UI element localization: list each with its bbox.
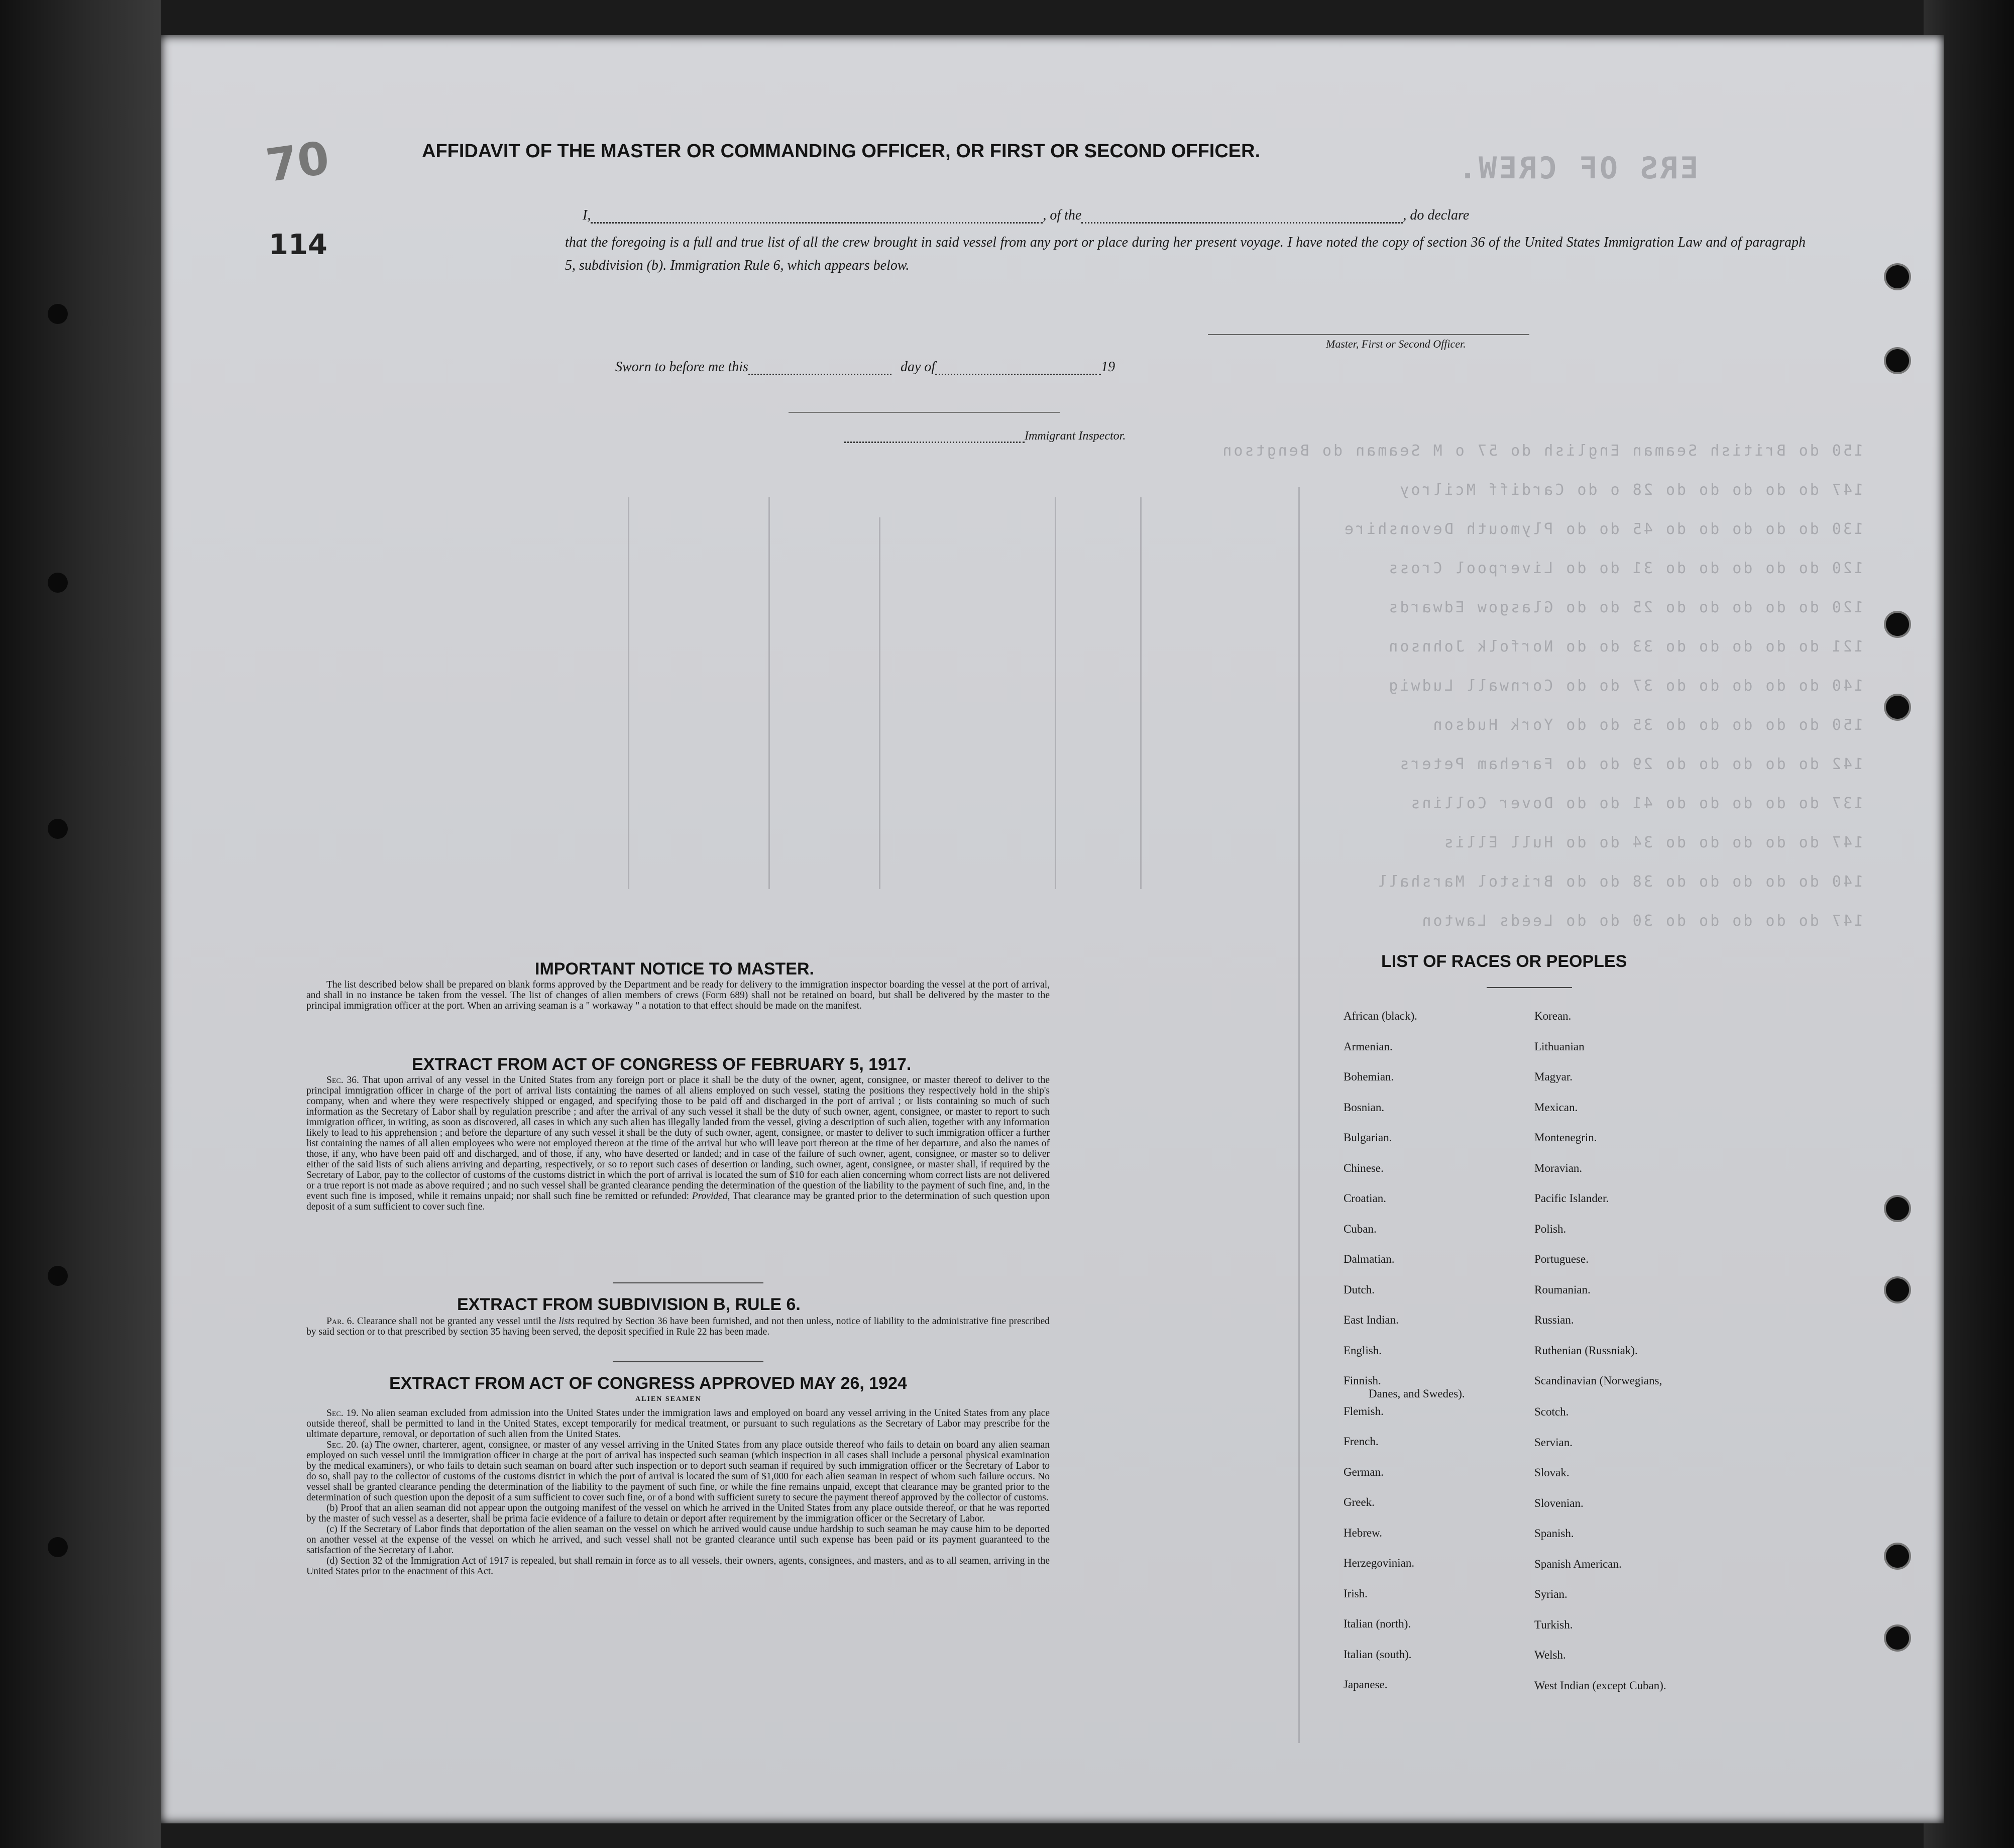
ghost-column-line bbox=[768, 497, 770, 889]
race-item: Italian (south). bbox=[1344, 1648, 1412, 1661]
race-item: Chinese. bbox=[1344, 1161, 1384, 1174]
race-item: Magyar. bbox=[1534, 1070, 1573, 1083]
section-divider bbox=[613, 1282, 763, 1283]
master-signature-line[interactable] bbox=[1208, 334, 1529, 335]
punch-hole bbox=[1886, 349, 1909, 372]
rule6-text: Par. 6. Clearance shall not be granted any vessel until the lists required by Section 36 have been furnished, and not then unless, notice of liability to the administrative fine prescribed by said section or to that prescribed by section 35 having been served, the deposit specified in Rule 22 has been made. bbox=[306, 1316, 1050, 1337]
punch-hole bbox=[1886, 696, 1909, 719]
binder-hole bbox=[48, 819, 68, 839]
bleed-through-header: ERS OF CREW. bbox=[1457, 151, 1699, 186]
affidavit-title: AFFIDAVIT OF THE MASTER OR COMMANDING OFFICER, OR FIRST OR SECOND OFFICER. bbox=[422, 141, 1261, 162]
notice-title: IMPORTANT NOTICE TO MASTER. bbox=[535, 959, 814, 979]
name-blank[interactable] bbox=[591, 222, 1043, 224]
race-item: Russian. bbox=[1534, 1314, 1574, 1326]
ghost-column-line bbox=[628, 497, 629, 889]
bleed-through-row: 121 do do do do do 33 do do Norfolk Johnson bbox=[1387, 638, 1863, 656]
race-item: Moravian. bbox=[1534, 1161, 1583, 1174]
binder-hole bbox=[48, 304, 68, 324]
bleed-through-row: 147 do do do do do 30 do do Leeds Lawton bbox=[1420, 912, 1863, 930]
bleed-through-row: 140 do do do do do 37 do do Cornwall Ludwig bbox=[1387, 677, 1863, 695]
ghost-column-line bbox=[1140, 497, 1142, 889]
manifest-page bbox=[161, 35, 1944, 1823]
punch-hole bbox=[1886, 1197, 1909, 1220]
race-item: Pacific Islander. bbox=[1534, 1192, 1609, 1205]
race-item: Armenian. bbox=[1344, 1040, 1393, 1053]
race-item: Flemish. bbox=[1344, 1404, 1384, 1418]
race-item: Korean. bbox=[1534, 1010, 1572, 1022]
race-item: Scandinavian (Norwegians, bbox=[1534, 1374, 1662, 1387]
races-title: LIST OF RACES OR PEOPLES bbox=[1381, 952, 1627, 971]
punch-hole bbox=[1886, 1545, 1909, 1568]
race-item: Italian (north). bbox=[1344, 1617, 1411, 1630]
race-item: African (black). bbox=[1344, 1010, 1417, 1022]
race-item: Danes, and Swedes). bbox=[1369, 1387, 1465, 1400]
ship-name-blank[interactable] bbox=[1081, 222, 1403, 224]
race-item: Irish. bbox=[1344, 1587, 1368, 1600]
sworn-month-blank[interactable] bbox=[935, 374, 1101, 375]
extract-1924-title: EXTRACT FROM ACT OF CONGRESS APPROVED MAY 26, 1924 bbox=[389, 1374, 907, 1393]
binder-hole bbox=[48, 573, 68, 593]
bleed-through-row: 150 do British Seaman English do 57 o M Seaman do Bengtson bbox=[1220, 442, 1863, 460]
extract-1917-title: EXTRACT FROM ACT OF CONGRESS OF FEBRUARY 5, 1917. bbox=[412, 1055, 912, 1074]
race-item: Polish. bbox=[1534, 1222, 1567, 1235]
race-item: East Indian. bbox=[1344, 1314, 1399, 1326]
scan-border-left bbox=[0, 0, 161, 1848]
races-divider bbox=[1487, 987, 1572, 988]
race-item: Lithuanian bbox=[1534, 1040, 1585, 1053]
punch-hole bbox=[1886, 1278, 1909, 1301]
race-item: Scotch. bbox=[1534, 1405, 1569, 1418]
race-item: Cuban. bbox=[1344, 1222, 1377, 1235]
bleed-through-row: 147 do do do do do 28 o do Cardiff Mcilroy bbox=[1398, 481, 1863, 499]
section-divider bbox=[613, 1361, 763, 1362]
race-item: Bosnian. bbox=[1344, 1101, 1385, 1114]
race-item: Hebrew. bbox=[1344, 1526, 1383, 1539]
race-item: Japanese. bbox=[1344, 1678, 1388, 1691]
punch-hole bbox=[1886, 265, 1909, 288]
race-item: Syrian. bbox=[1534, 1588, 1568, 1600]
race-item: Montenegrin. bbox=[1534, 1131, 1597, 1144]
bleed-through-row: 147 do do do do do 34 do do Hull Ellis bbox=[1442, 834, 1863, 851]
master-caption: Master, First or Second Officer. bbox=[1326, 338, 1466, 350]
inspector-line: Immigrant Inspector. bbox=[844, 429, 1126, 443]
race-item: Bohemian. bbox=[1344, 1070, 1394, 1083]
bleed-through-row: 150 do do do do do 35 do do York Hudson bbox=[1431, 716, 1863, 734]
race-item: English. bbox=[1344, 1344, 1382, 1357]
race-item: Bulgarian. bbox=[1344, 1131, 1392, 1144]
race-item: Spanish American. bbox=[1534, 1557, 1622, 1570]
race-item: Dutch. bbox=[1344, 1283, 1375, 1296]
race-item: Servian. bbox=[1534, 1436, 1573, 1449]
race-item: Finnish. bbox=[1344, 1374, 1381, 1387]
race-item: Welsh. bbox=[1534, 1649, 1566, 1661]
sworn-line: Sworn to before me this day of 19 bbox=[615, 359, 1115, 375]
inspector-signature-blank[interactable] bbox=[844, 442, 1025, 443]
bleed-through-row: 137 do do do do do 41 do do Dover Collins bbox=[1409, 795, 1863, 812]
race-item: Ruthenian (Russniak). bbox=[1534, 1344, 1638, 1357]
binder-hole bbox=[48, 1537, 68, 1557]
inspector-signature-upper bbox=[789, 412, 1060, 413]
ghost-column-line bbox=[1298, 487, 1300, 1743]
stamped-number: 70 bbox=[263, 131, 332, 193]
bleed-through-row: 130 do do do do do 45 do do Plymouth Devonshire bbox=[1342, 520, 1863, 538]
binder-hole bbox=[48, 1266, 68, 1286]
notice-text: The list described below shall be prepared on blank forms approved by the Department and be ready for delivery to the immigration inspector boarding the vessel at the port of arrival, and shall in no instance be taken from the vessel. The list of changes of alien members of crews (Form 689) shall not be retained on board, but shall be delivered by the master to the principal immigration officer at the port. When an arriving seaman is a " workaway " a notation to that effect should be made on the manifest. bbox=[306, 980, 1050, 1011]
race-item: Croatian. bbox=[1344, 1192, 1386, 1205]
bleed-through-row: 140 do do do do do 38 do do Bristol Marshall bbox=[1376, 873, 1863, 891]
sworn-day-blank[interactable] bbox=[748, 374, 891, 375]
rule6-title: EXTRACT FROM SUBDIVISION B, RULE 6. bbox=[457, 1295, 801, 1314]
race-item: Portuguese. bbox=[1534, 1253, 1589, 1265]
bleed-through-row: 120 do do do do do 25 do do Glasgow Edwards bbox=[1387, 599, 1863, 616]
race-item: German. bbox=[1344, 1465, 1384, 1478]
race-item: French. bbox=[1344, 1435, 1379, 1448]
race-item: Greek. bbox=[1344, 1496, 1375, 1508]
extract-1924-text: Sec. 19. No alien seaman excluded from admission into the United States under the immigration laws and employed on board any vessel arriving in the United States from any place outside thereof, shall be permitted to land in the United States, except temporarily for medical treatment, or pursuant to such regulations as the Secretary of Labor may prescribe for the ultimate departure, removal, or deportation of such alien from the United States. Sec. 20. (a) The owner, charterer, agent, consignee, or master of any vessel arriving in the United States from any place outside thereof who fails to detain on board any alien seaman employed on such vessel until the immigration officer in charge at the port of arrival has inspected such seaman (which inspection in all cases shall include a personal physical examination by the medical examiners), or who fails to detain such seaman on board after such inspection or to deport such seaman if required by such immigration officer or the Secretary of Labor to do so, shall pay to the collector of customs of the customs district in which the port of arrival is located the sum of $1,000 for each alien seaman in respect of whom such failure occurs. No vessel shall be granted clearance pending the determination of the liability to the payment of such fine, or while the fine remains unpaid, except that clearance may be granted prior to the determination of such question upon the deposit of a sum sufficient to cover such fine, or of a bond with sufficient surety to secure the payment thereof approved by the collector of customs. (b) Proof that an alien seaman did not appear upon the outgoing manifest of the vessel on which he arrived in the United States from any place outside thereof, or that he was reported by the master of such vessel as a deserter, shall be prima facie evidence of a failure to detain or deport after requirement by the immigration officer or the Secretary of Labor. (c) If the Secretary of Labor finds that deportation of the alien seaman on the vessel on which he arrived would cause undue hardship to such seaman he may cause him to be deported on another vessel at the expense of the vessel on which he arrived, and such vessel shall not be granted clearance until such expense has been paid or its payment guaranteed to the satisfaction of the Secretary of Labor. (d) Section 32 of the Immigration Act of 1917 is repealed, but shall remain in force as to all vessels, their owners, agents, consignees, and masters, and as to all seamen, arriving in the United States prior to the enactment of this Act. bbox=[306, 1408, 1050, 1577]
race-item: Mexican. bbox=[1534, 1101, 1578, 1114]
ghost-column-line bbox=[879, 517, 880, 889]
bleed-through-row: 120 do do do do do 31 do do Liverpool Cross bbox=[1387, 560, 1863, 577]
race-item: Slovak. bbox=[1534, 1466, 1570, 1479]
race-item: Herzegovinian. bbox=[1344, 1557, 1415, 1569]
punch-hole bbox=[1886, 613, 1909, 636]
extract-1924-subtitle: ALIEN SEAMEN bbox=[635, 1395, 702, 1403]
affidavit-line1: I, , of the , do declare bbox=[583, 207, 1470, 223]
race-item: Turkish. bbox=[1534, 1618, 1573, 1631]
race-item: Roumanian. bbox=[1534, 1283, 1591, 1296]
race-item: Slovenian. bbox=[1534, 1496, 1584, 1509]
race-item: Dalmatian. bbox=[1344, 1253, 1395, 1265]
affidavit-body: that the foregoing is a full and true list of all the crew brought in said vessel from any port or place during her present voyage. I have noted the copy of section 36 of the United States Immigration Law and of paragraph 5, subdivision (b). Immigration Rule 6, which appears below. bbox=[565, 235, 1806, 273]
page-number: 114 bbox=[269, 229, 327, 261]
race-item: West Indian (except Cuban). bbox=[1534, 1679, 1666, 1692]
ghost-column-line bbox=[1055, 497, 1056, 889]
punch-hole bbox=[1886, 1626, 1909, 1650]
extract-1917-text: Sec. 36. That upon arrival of any vessel in the United States from any foreign port or place it shall be the duty of the owner, agent, consignee, or master thereof to deliver to the principal immigration officer in charge of the port of arrival lists containing the names of all aliens employed on such vessel, stating the positions they respectively hold in the ship's company, when and where they were respectively shipped or engaged, and specifying those to be paid off and discharged in the port of arrival ; or lists containing so much of such information as the Secretary of Labor shall by regulation prescribe ; and after the arrival of any such vessel it shall be the duty of such owner, agent, consignee, or master to report to such immigration officer, in writing, as soon as discovered, all cases in which any such alien has illegally landed from the vessel, giving a description of such alien, together with any information likely to lead to his apprehension ; and before the departure of any such vessel it shall be the duty of such owner, agent, consignee, or master to deliver to such immigration officer a further list containing the names of all alien employees who were not employed thereon at the time of the arrival but who will leave port thereon at the time of her departure, and also the names of those, if any, who have been paid off and discharged, and of those, if any, who have deserted or landed; and in case of the failure of such owner, agent, consignee, or master so to deliver either of the said lists of such aliens arriving and departing, respectively, or so to report such cases of desertion or landing, such owner, agent, consignee, or master shall, if required by the Secretary of Labor, pay to the collector of customs of the customs district in which the port of arrival is located the sum of $10 for each alien concerning whom correct lists are not delivered or a true report is not made as above required ; and no such vessel shall be granted clearance pending the determination of the question of the liability to the payment of such fine, and, in the event such fine is imposed, while it remains unpaid; nor shall such fine be remitted or refunded: Provided, That clearance may be granted prior to the determination of such question upon deposit of a sum sufficient to cover such fine. bbox=[306, 1075, 1050, 1212]
race-item: Spanish. bbox=[1534, 1527, 1574, 1540]
bleed-through-row: 142 do do do do do 29 do do Fareham Peters bbox=[1398, 755, 1863, 773]
